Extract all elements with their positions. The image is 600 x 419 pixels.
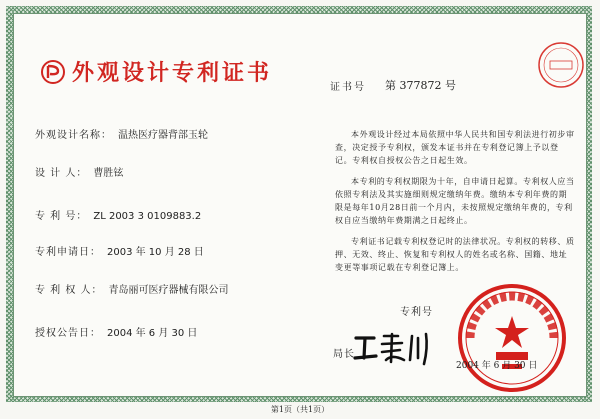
field-label: 设 计 人： bbox=[35, 168, 88, 179]
field-value: ZL 2003 3 0109883.2 bbox=[93, 211, 202, 222]
paragraph: 本专利的专利权期限为十年，自申请日起算。专利权人应当依照专利法及其实施细则规定缴纳年费。缴纳本专利年费的期限是每年10月28日前一个月内，未按照规定缴纳年费的，专利权自应当缴纳年费期满之日起终止。 bbox=[335, 177, 575, 225]
field-value: 温热医疗器背部玉轮 bbox=[118, 130, 208, 141]
paragraph: 专利证书记载专利权登记时的法律状况。专利权的转移、质押、无效、终止、恢复和专利权人的姓名或名称、国籍、地址变更等事项记载在专利登记簿上。 bbox=[335, 237, 575, 272]
field-value: 青岛丽可医疗器械有限公司 bbox=[108, 285, 229, 296]
certificate-text bbox=[335, 128, 575, 282]
director-signature-icon bbox=[352, 330, 432, 366]
paragraph: 本外观设计经过本局依照中华人民共和国专利法进行初步审查，决定授予专利权，颁发本证书并在专利登记簿上予以登记。专利权自授权公告之日起生效。 bbox=[335, 130, 575, 165]
field-label: 外观设计名称： bbox=[35, 130, 112, 141]
official-red-seal-icon bbox=[456, 282, 568, 394]
certificate-number: 第 377872 号 bbox=[385, 79, 456, 92]
field-value: 曹胜铉 bbox=[93, 168, 124, 179]
certificate-number-label: 证书号 bbox=[330, 82, 366, 93]
field-label: 授权公告日： bbox=[35, 328, 101, 339]
field-value: 2003 年 10 月 28 日 bbox=[107, 247, 204, 258]
patent-office-emblem-icon bbox=[40, 59, 66, 85]
page-footer: 第1页（共1页） bbox=[270, 405, 330, 414]
title-row bbox=[40, 56, 272, 87]
field-design-name bbox=[35, 126, 208, 141]
field-patentee bbox=[35, 281, 229, 296]
director-label: 局长 bbox=[333, 349, 355, 360]
patent-number-label: 专利号 bbox=[400, 307, 433, 318]
field-label: 专 利 号： bbox=[35, 211, 88, 222]
field-designer bbox=[35, 164, 123, 179]
field-value: 2004 年 6 月 30 日 bbox=[107, 328, 198, 339]
field-grant-date bbox=[35, 324, 197, 339]
document-title: 外观设计专利证书 bbox=[72, 61, 273, 86]
small-red-seal-icon bbox=[536, 40, 586, 90]
field-label: 专 利 权 人： bbox=[35, 285, 103, 296]
stamp-date: 2004 年 6 月 30 日 bbox=[456, 361, 538, 371]
field-label: 专利申请日： bbox=[35, 247, 101, 258]
field-patent-number bbox=[35, 207, 201, 222]
field-application-date bbox=[35, 243, 204, 258]
